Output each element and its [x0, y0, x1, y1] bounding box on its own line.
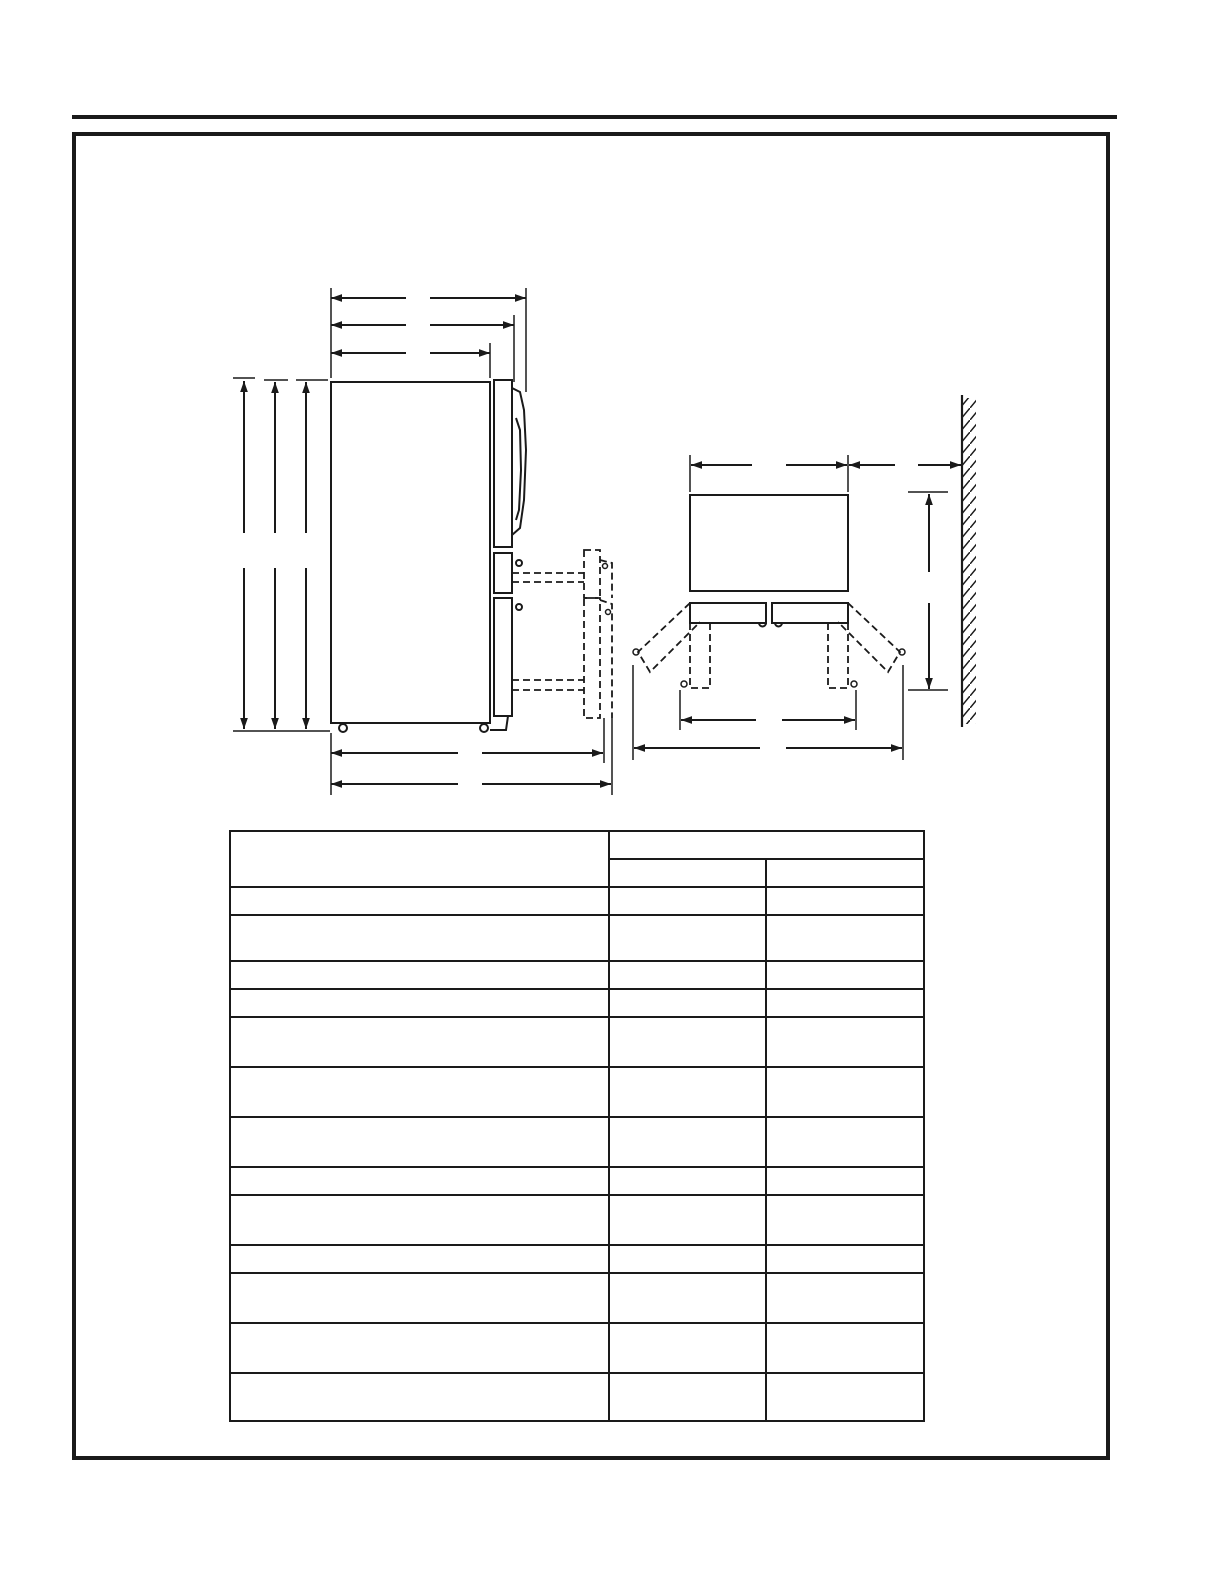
row-value-1 [609, 1117, 766, 1167]
toe-kick [490, 716, 508, 730]
fresh-food-door [494, 380, 512, 547]
height-dimension-arrows [244, 381, 306, 729]
top-view [633, 395, 976, 760]
table-row [230, 1195, 924, 1245]
lower-drawer-front [494, 598, 512, 716]
row-value-2 [766, 961, 924, 989]
handle-grip [516, 418, 521, 520]
drawer-knob-lower [516, 604, 522, 610]
row-label [230, 1373, 609, 1421]
row-value-2 [766, 1195, 924, 1245]
row-label [230, 1195, 609, 1245]
upper-drawer-front [494, 553, 512, 593]
row-value-1 [609, 887, 766, 915]
row-value-2 [766, 1373, 924, 1421]
row-label [230, 989, 609, 1017]
table-row [230, 887, 924, 915]
open-drawer-knob [603, 564, 608, 569]
table-row [230, 1167, 924, 1195]
side-view [233, 288, 612, 795]
top-view-dimension-arrows [634, 465, 961, 748]
row-label [230, 887, 609, 915]
row-value-2 [766, 1273, 924, 1323]
front-roller [339, 724, 347, 732]
row-value-1 [609, 1167, 766, 1195]
row-value-1 [609, 1323, 766, 1373]
row-value-2 [766, 1017, 924, 1067]
row-value-2 [766, 1245, 924, 1273]
table-header-label [230, 831, 609, 887]
row-value-2 [766, 1117, 924, 1167]
table-row [230, 1117, 924, 1167]
row-value-1 [609, 1067, 766, 1117]
top-view-cabinet [690, 495, 848, 591]
table-row [230, 1323, 924, 1373]
table-row [230, 1017, 924, 1067]
row-label [230, 1245, 609, 1273]
row-value-1 [609, 1245, 766, 1273]
right-door-closed [772, 603, 848, 623]
row-value-2 [766, 989, 924, 1017]
table-header-col1 [609, 859, 766, 887]
cabinet-body [331, 382, 490, 723]
row-label [230, 1167, 609, 1195]
top-dimension-arrows [331, 298, 526, 353]
row-value-1 [609, 1017, 766, 1067]
row-label [230, 1323, 609, 1373]
table-row [230, 961, 924, 989]
row-value-1 [609, 961, 766, 989]
row-value-2 [766, 915, 924, 961]
row-label [230, 961, 609, 989]
row-value-2 [766, 887, 924, 915]
open-door-knob-right-2 [851, 681, 857, 687]
open-door-knob-left-2 [681, 681, 687, 687]
row-value-1 [609, 1195, 766, 1245]
table-row [230, 915, 924, 961]
row-value-2 [766, 1067, 924, 1117]
rear-roller [480, 724, 488, 732]
row-label [230, 1273, 609, 1323]
table-row [230, 1373, 924, 1421]
row-value-2 [766, 1323, 924, 1373]
open-drawers-dashed [512, 550, 612, 718]
row-value-1 [609, 989, 766, 1017]
table-header-col2 [766, 859, 924, 887]
row-value-1 [609, 1373, 766, 1421]
table-header-group [609, 831, 924, 859]
row-label [230, 1117, 609, 1167]
table-row [230, 1245, 924, 1273]
row-label [230, 1067, 609, 1117]
row-value-1 [609, 1273, 766, 1323]
table-row [230, 1067, 924, 1117]
side-extension-lines [233, 288, 612, 795]
dimensions-table [229, 830, 925, 1422]
wall-hatching [962, 398, 976, 724]
open-drawer-knob-2 [606, 610, 611, 615]
row-value-2 [766, 1167, 924, 1195]
table-row [230, 1273, 924, 1323]
open-doors-dashed [638, 603, 900, 688]
top-view-extension-lines [633, 455, 948, 760]
left-door-closed [690, 603, 766, 623]
row-value-1 [609, 915, 766, 961]
row-label [230, 1017, 609, 1067]
drawer-knob-upper [516, 560, 522, 566]
bottom-dimension-arrows [331, 753, 611, 784]
row-label [230, 915, 609, 961]
table-row [230, 989, 924, 1017]
